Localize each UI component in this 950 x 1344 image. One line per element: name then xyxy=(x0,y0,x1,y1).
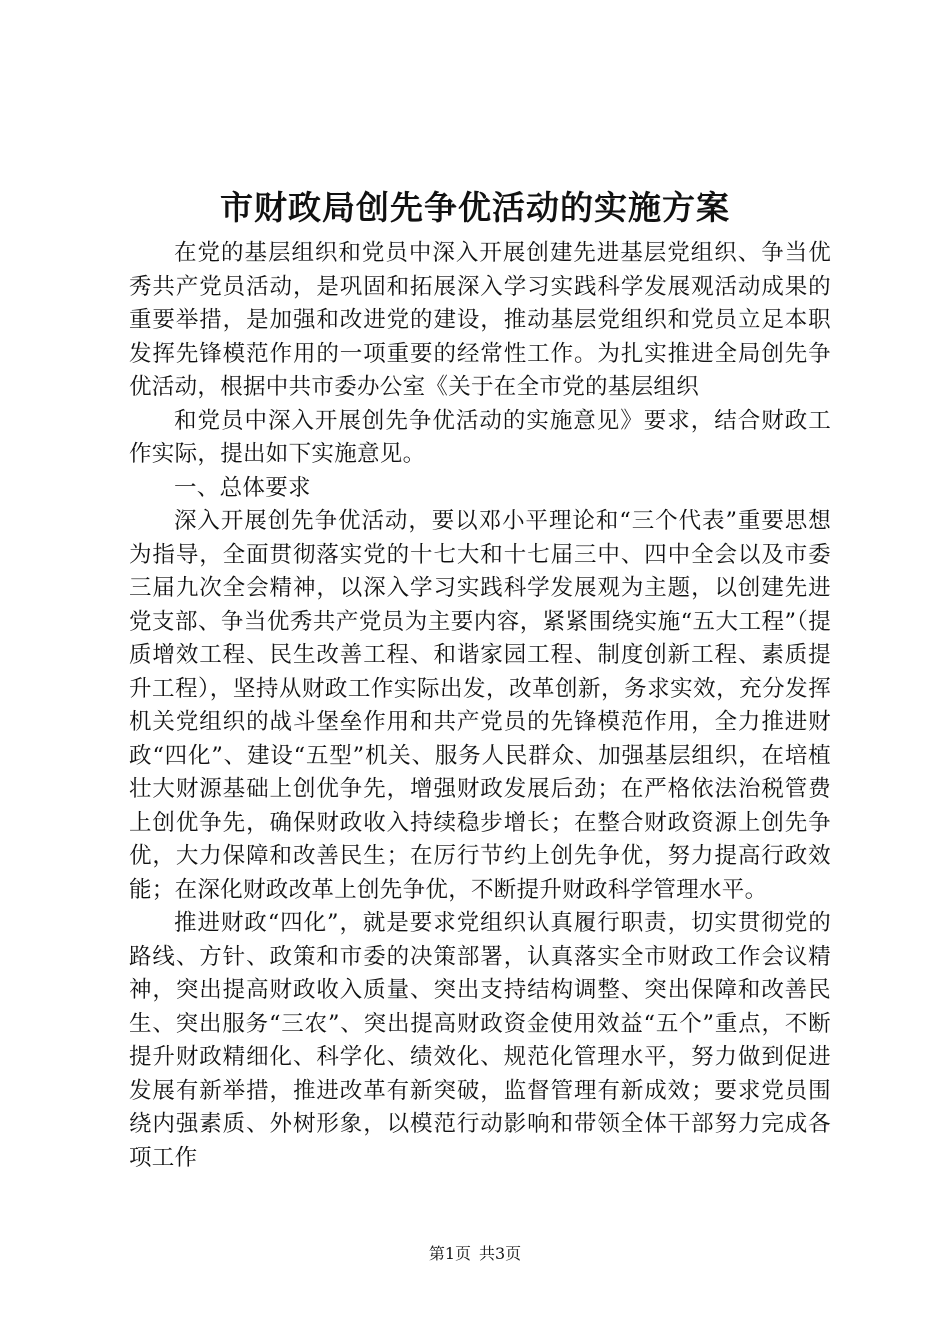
document-title: 市财政局创先争优活动的实施方案 xyxy=(220,188,730,227)
paragraph-four-modernizations: 推进财政“四化”，就是要求党组织认真履行职责，切实贯彻党的路线、方针、政策和市委的决策部署，认真落实全市财政工作会议精神，突出提高财政收入质量、突出支持结构调整、突出保障和改善民生、突出服务“三农”、突出提高财政资金使用效益“五个”重点，不断提升财政精细化、科学化、绩效化、规范化管理水平，努力做到促进发展有新举措，推进改革有新突破，监督管理有新成效；要求党员围绕内强素质、外树形象，以模范行动影响和带领全体干部努力完成各项工作 xyxy=(129,910,831,1171)
paragraph-intro-continued: 和党员中深入开展创先争优活动的实施意见》要求，结合财政工作实际，提出如下实施意见。 xyxy=(129,407,831,467)
page-number: 第1页 xyxy=(428,1244,471,1263)
page-footer xyxy=(0,1243,950,1265)
paragraph-intro: 在党的基层组织和党员中深入开展创建先进基层党组织、争当优秀共产党员活动，是巩固和拓展深入学习实践科学发展观活动成果的重要举措，是加强和改进党的建设，推动基层党组织和党员立足本职发挥先锋模范作用的一项重要的经常性工作。为扎实推进全局创先争优活动，根据中共市委办公室《关于在全市党的基层组织 xyxy=(129,240,831,400)
page-total: 共3页 xyxy=(479,1244,522,1263)
section-heading-general-requirements: 一、总体要求 xyxy=(174,474,311,501)
paragraph-general-requirements: 深入开展创先争优活动，要以邓小平理论和“三个代表”重要思想为指导，全面贯彻落实党的十七大和十七届三中、四中全会以及市委三届九次全会精神，以深入学习实践科学发展观为主题，以创建先进党支部、争当优秀共产党员为主要内容，紧紧围绕实施“五大工程”（提质增效工程、民生改善工程、和谐家园工程、制度创新工程、素质提升工程），坚持从财政工作实际出发，改革创新，务求实效，充分发挥机关党组织的战斗堡垒作用和共产党员的先锋模范作用，全力推进财政“四化”、建设“五型”机关、服务人民群众、加强基层组织，在培植壮大财源基础上创优争先，增强财政发展后劲；在严格依法治税管费上创优争先，确保财政收入持续稳步增长；在整合财政资源上创先争优，大力保障和改善民生；在厉行节约上创先争优，努力提高行政效能；在深化财政改革上创先争优，不断提升财政科学管理水平。 xyxy=(129,508,831,903)
document-body xyxy=(129,237,831,1175)
